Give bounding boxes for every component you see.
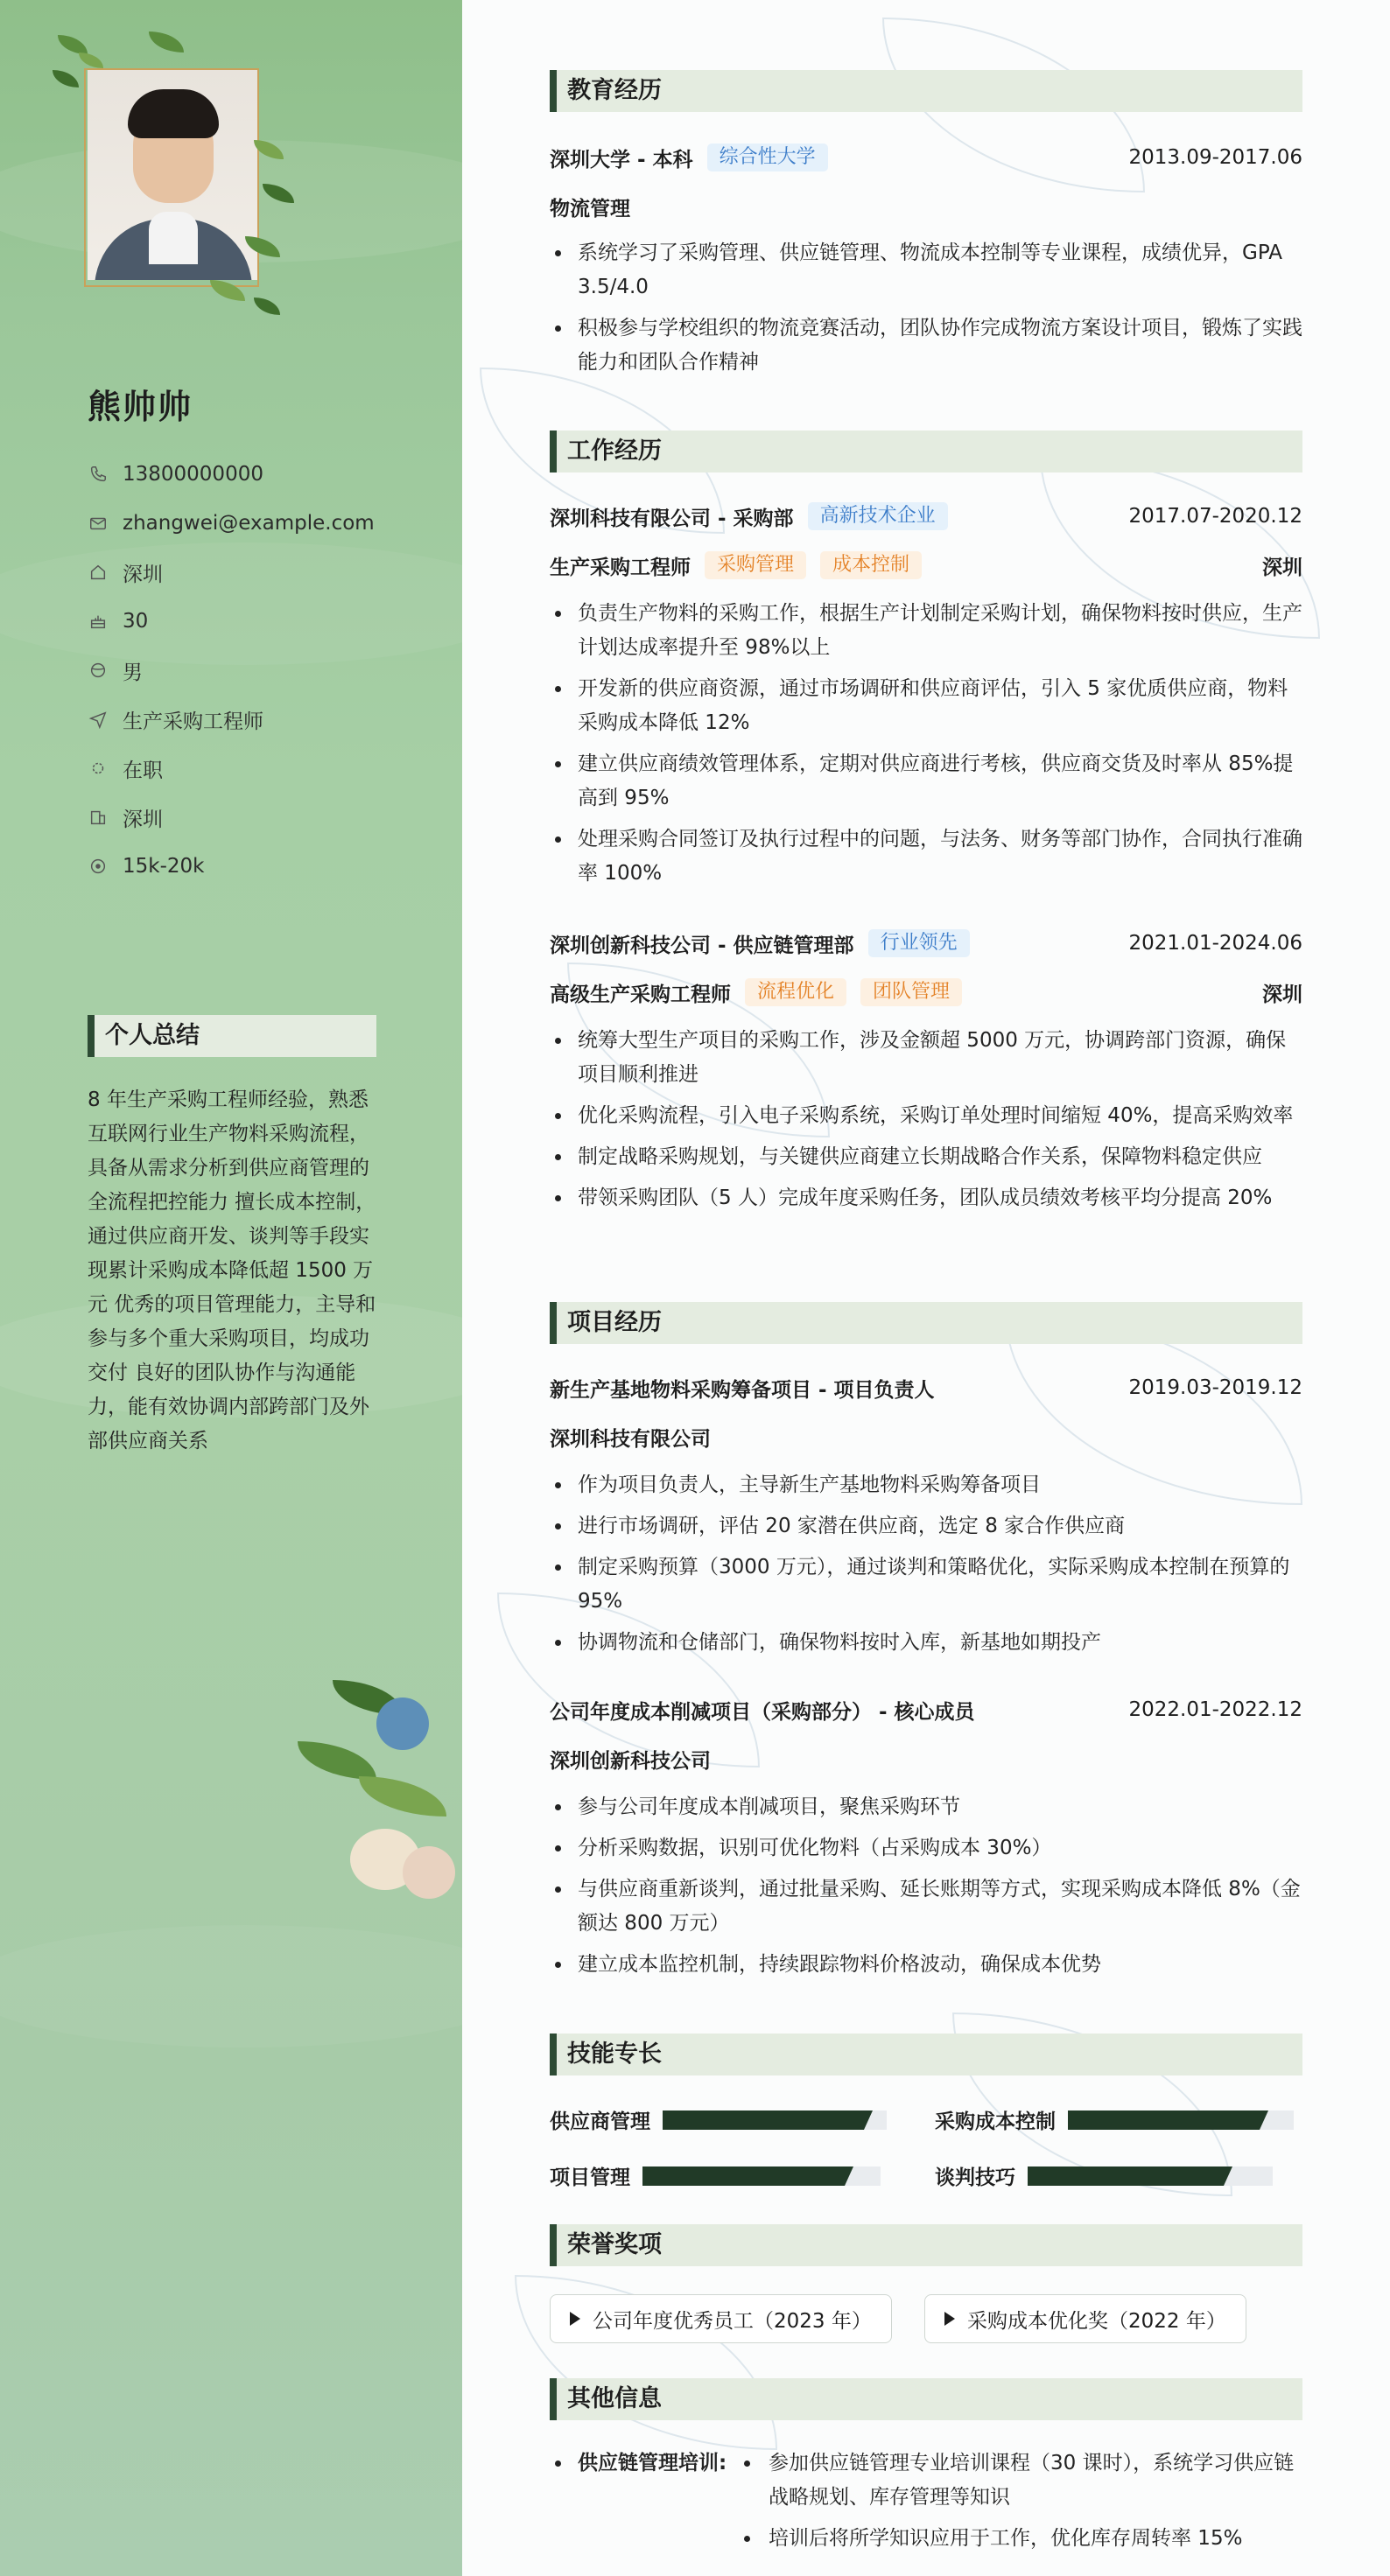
skill-bar <box>642 2166 881 2186</box>
job-header <box>550 500 1302 532</box>
school-name: 深圳大学 - 本科 <box>550 148 693 172</box>
skill-name: 采购成本控制 <box>935 2110 1056 2133</box>
other-label: 供应链管理培训: <box>550 2446 727 2481</box>
list-item: 统筹大型生产项目的采购工作，涉及金额超 5000 万元，协调跨部门资源，确保项目顺利推进 <box>550 1024 1302 1092</box>
projects-title: 项目经历 <box>550 1302 1302 1344</box>
education-bullets <box>550 236 1302 387</box>
info-age <box>88 597 375 646</box>
leaf-decor-icon <box>53 70 79 88</box>
avatar-frame <box>84 68 259 287</box>
skill-name: 谈判技巧 <box>935 2166 1015 2189</box>
job-role: 生产采购工程师 <box>550 556 691 579</box>
role-tag: 成本控制 <box>820 551 922 579</box>
education-header <box>550 142 1302 173</box>
main-content <box>462 0 1390 2576</box>
info-city <box>88 548 375 597</box>
company-tag: 高新技术企业 <box>808 502 948 530</box>
target-city-value: 深圳 <box>123 808 163 831</box>
info-position <box>88 695 375 744</box>
avatar-block <box>53 35 306 332</box>
info-status <box>88 744 375 793</box>
role-tag: 团队管理 <box>860 978 962 1006</box>
skill-name: 供应商管理 <box>550 2110 650 2133</box>
education-date: 2013.09-2017.06 <box>1128 146 1302 169</box>
list-item: 处理采购合同签订及执行过程中的问题，与法务、财务等部门协作，合同执行准确率 100% <box>550 822 1302 891</box>
phone-icon <box>88 464 109 485</box>
list-item: 协调物流和仓储部门，确保物料按时入库，新基地如期投产 <box>550 1626 1302 1660</box>
project-name: 公司年度成本削减项目（采购部分） - 核心成员 <box>550 1700 975 1724</box>
job-role: 高级生产采购工程师 <box>550 983 731 1006</box>
leaf-decor-icon <box>79 52 103 68</box>
leaf-decor-icon <box>149 32 184 52</box>
list-item: 开发新的供应商资源，通过市场调研和供应商评估，引入 5 家优质供应商，物料采购成本降低 12% <box>550 672 1302 740</box>
project-date: 2019.03-2019.12 <box>1128 1376 1302 1399</box>
project-date: 2022.01-2022.12 <box>1128 1698 1302 1721</box>
mail-icon <box>88 513 109 534</box>
flower-decor <box>298 1645 462 1908</box>
award-label: 采购成本优化奖（2022 年） <box>967 2309 1226 2333</box>
list-item: 制定采购预算（3000 万元），通过谈判和策略优化，实际采购成本控制在预算的 95% <box>550 1550 1302 1619</box>
project-org: 深圳科技有限公司 <box>550 1427 711 1451</box>
contact-info <box>88 450 375 891</box>
skill-bar-fill <box>1028 2166 1224 2186</box>
job-date: 2021.01-2024.06 <box>1128 932 1302 955</box>
job-bullets <box>550 1024 1302 1222</box>
list-item: 参加供应链管理专业培训课程（30 课时），系统学习供应链战略规划、库存管理等知识 <box>739 2446 1302 2515</box>
project-bullets <box>550 1468 1302 1667</box>
leaf-decor-icon <box>254 298 280 315</box>
award-item <box>924 2294 1246 2343</box>
info-gender <box>88 646 375 695</box>
gender-value: 男 <box>123 661 143 684</box>
job-bullets <box>550 597 1302 898</box>
list-item: 分析采购数据，识别可优化物料（占采购成本 30%） <box>550 1831 1302 1866</box>
role-tag: 采购管理 <box>705 551 806 579</box>
skill-item <box>550 2161 881 2190</box>
summary-text: 8 年生产采购工程师经验，熟悉互联网行业生产物料采购流程，具备从需求分析到供应商管理的全流程把控能力 擅长成本控制，通过供应商开发、谈判等手段实现累计采购成本降低超 1500 万元 优秀的项目管理能力，主导和参与多个重大采购项目，均成功交付 良好的团队协作与沟通能力，能有效协调内部跨部门及外部供应商关系 <box>88 1088 376 1452</box>
phone-value: 13800000000 <box>123 463 263 486</box>
major-name: 物流管理 <box>550 197 630 220</box>
job-role-row <box>550 976 1302 1008</box>
skill-item <box>935 2105 1294 2134</box>
other-title: 其他信息 <box>550 2378 1302 2420</box>
skill-item <box>935 2161 1273 2190</box>
company-name: 深圳创新科技公司 - 供应链管理部 <box>550 934 854 957</box>
skill-bar-fill <box>642 2166 845 2186</box>
home-icon <box>88 562 109 583</box>
email-value: zhangwei@example.com <box>123 512 375 535</box>
list-item: 建立供应商绩效管理体系，定期对供应商进行考核，供应商交货及时率从 85%提高到 95% <box>550 747 1302 816</box>
project-org-row <box>550 1743 1302 1774</box>
list-item: 与供应商重新谈判，通过批量采购、延长账期等方式，实现采购成本降低 8%（金额达 800 万元） <box>550 1872 1302 1941</box>
candidate-name: 熊帅帅 <box>88 388 193 426</box>
send-icon <box>88 709 109 730</box>
salary-value: 15k-20k <box>123 855 205 878</box>
skill-bar-fill <box>1068 2110 1260 2130</box>
coin-icon <box>88 856 109 877</box>
awards-title: 荣誉奖项 <box>550 2224 1302 2266</box>
list-item: 作为项目负责人，主导新生产基地物料采购筹备项目 <box>550 1468 1302 1502</box>
info-salary <box>88 842 375 891</box>
skill-item <box>550 2105 887 2134</box>
position-value: 生产采购工程师 <box>123 710 263 733</box>
skill-bar <box>1028 2166 1273 2186</box>
role-tag: 流程优化 <box>745 978 846 1006</box>
skills-title: 技能专长 <box>550 2034 1302 2076</box>
cake-icon <box>88 611 109 632</box>
list-item: 负责生产物料的采购工作，根据生产计划制定采购计划，确保物料按时供应，生产计划达成率提升至 98%以上 <box>550 597 1302 665</box>
list-item: 带领采购团队（5 人）完成年度采购任务，团队成员绩效考核平均分提高 20% <box>550 1181 1302 1215</box>
list-item: 进行市场调研，评估 20 家潜在供应商，选定 8 家合作供应商 <box>550 1509 1302 1544</box>
list-item: 积极参与学校组织的物流竞赛活动，团队协作完成物流方案设计项目，锻炼了实践能力和团队合作精神 <box>550 312 1302 380</box>
job-date: 2017.07-2020.12 <box>1128 505 1302 528</box>
list-item: 系统学习了采购管理、供应链管理、物流成本控制等专业课程，成绩优异，GPA 3.5/4.0 <box>550 236 1302 304</box>
project-org: 深圳创新科技公司 <box>550 1749 711 1773</box>
list-item: 建立成本监控机制，持续跟踪物料价格波动，确保成本优势 <box>550 1948 1302 1982</box>
info-phone <box>88 450 375 499</box>
summary-title: 个人总结 <box>88 1015 376 1057</box>
skill-bar <box>1068 2110 1294 2130</box>
project-name: 新生产基地物料采购筹备项目 - 项目负责人 <box>550 1378 935 1402</box>
job-location: 深圳 <box>1262 556 1302 579</box>
list-item: 培训后将所学知识应用于工作，优化库存周转率 15% <box>739 2522 1302 2556</box>
info-target-city <box>88 793 375 842</box>
other-bullets <box>739 2446 1302 2563</box>
list-item: 优化采购流程，引入电子采购系统，采购订单处理时间缩短 40%，提高采购效率 <box>550 1099 1302 1133</box>
person-icon <box>88 660 109 681</box>
education-title: 教育经历 <box>550 70 1302 112</box>
leaf-decor-icon <box>263 184 294 203</box>
building-icon <box>88 807 109 828</box>
skill-bar <box>663 2110 887 2130</box>
status-value: 在职 <box>123 759 163 782</box>
job-location: 深圳 <box>1262 983 1302 1006</box>
leaf-decor-icon <box>58 35 88 54</box>
company-name: 深圳科技有限公司 - 采购部 <box>550 507 794 530</box>
decor-wave <box>0 1925 462 2048</box>
list-item: 制定战略采购规划，与关键供应商建立长期战略合作关系，保障物料稳定供应 <box>550 1140 1302 1174</box>
play-icon <box>570 2312 580 2326</box>
project-bullets <box>550 1790 1302 1989</box>
award-label: 公司年度优秀员工（2023 年） <box>593 2309 872 2333</box>
skill-name: 项目管理 <box>550 2166 630 2189</box>
list-item: 参与公司年度成本削减项目，聚焦采购环节 <box>550 1790 1302 1824</box>
sidebar <box>0 0 462 2576</box>
school-tag: 综合性大学 <box>707 144 828 172</box>
work-title: 工作经历 <box>550 430 1302 472</box>
age-value: 30 <box>123 610 149 633</box>
company-tag: 行业领先 <box>868 929 970 957</box>
status-icon <box>88 758 109 779</box>
award-item <box>550 2294 892 2343</box>
project-header <box>550 1372 1302 1404</box>
skill-bar-fill <box>663 2110 864 2130</box>
education-major-row <box>550 191 1302 222</box>
job-header <box>550 928 1302 959</box>
play-icon <box>944 2312 955 2326</box>
job-role-row <box>550 550 1302 581</box>
info-email <box>88 499 375 548</box>
project-org-row <box>550 1421 1302 1452</box>
project-header <box>550 1694 1302 1726</box>
city-value: 深圳 <box>123 563 163 586</box>
